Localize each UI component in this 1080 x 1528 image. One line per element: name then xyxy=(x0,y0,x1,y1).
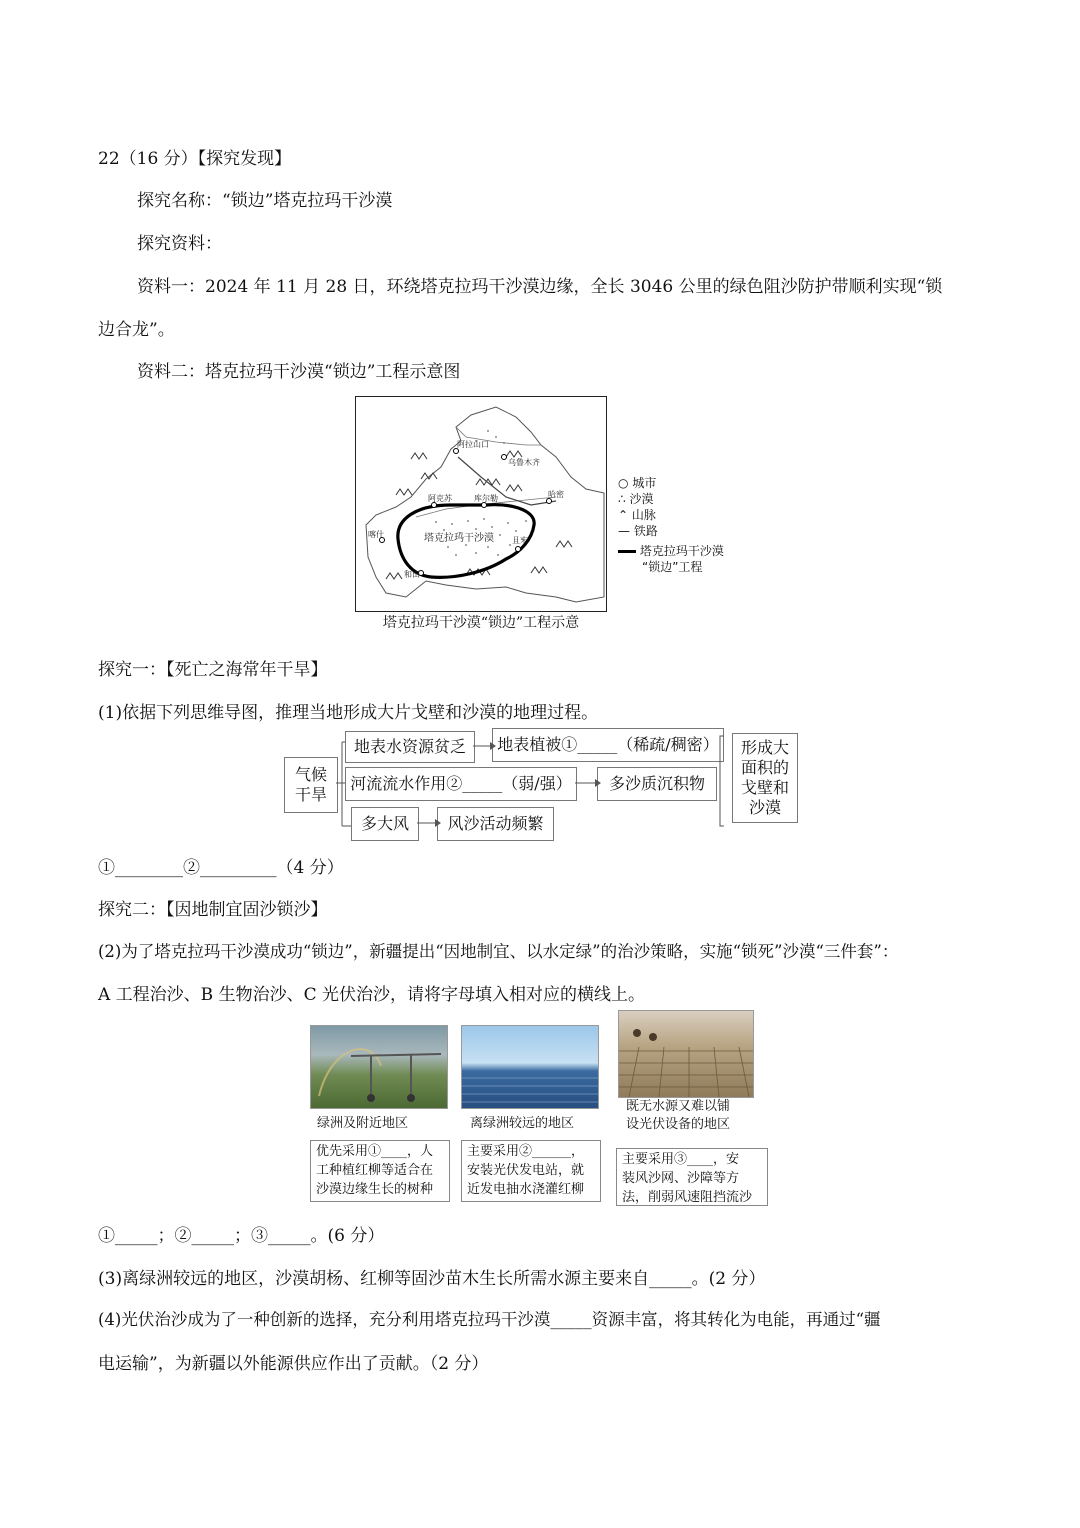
fc-row1-a-text: 地表水资源贫乏 xyxy=(353,737,466,756)
map-caption: 塔克拉玛干沙漠“锁边”工程示意 xyxy=(382,615,580,631)
legend-city-icon: ○ xyxy=(618,476,629,490)
legend-mountain-icon: ⌃ xyxy=(618,508,629,522)
panel-nowater-label xyxy=(626,1098,730,1134)
panel-nowater-line3: 法，削弱风速阻挡流沙 xyxy=(622,1189,753,1205)
photo-solar xyxy=(461,1025,599,1109)
fc-end-line2: 面积的 xyxy=(740,758,789,777)
material-two: 资料二：塔克拉玛干沙漠“锁边”工程示意图 xyxy=(137,362,461,382)
label-qiemo: 且末 xyxy=(512,536,528,545)
inquiry-two-title: 探究二：【因地制宜固沙锁沙】 xyxy=(98,900,328,920)
legend-project-line1: 塔克拉玛干沙漠 xyxy=(639,544,724,558)
panel-far-box xyxy=(461,1140,601,1202)
fc-end-line1: 形成大 xyxy=(740,738,789,757)
label-hotan: 和田 xyxy=(404,570,420,579)
panel-nowater-line2: 装风沙网、沙障等方 xyxy=(622,1170,740,1186)
panel-far-label: 离绿洲较远的地区 xyxy=(470,1116,575,1131)
panel-nowater-label-line2: 设光伏设备的地区 xyxy=(626,1117,731,1132)
fc-row2-a-text: 河流流水作用②_____（弱/强） xyxy=(350,774,572,793)
panel-nowater-label-line1: 既无水源又难以铺 xyxy=(626,1099,731,1114)
fc-start-line1: 气候 xyxy=(294,765,327,784)
legend-railway: 铁路 xyxy=(633,524,658,538)
legend-mountain: 山脉 xyxy=(631,508,656,522)
inquiry-one-title: 探究一：【死亡之海常年干旱】 xyxy=(98,660,328,680)
question-4-line1: (4)光伏治沙成为了一种创新的选择，充分利用塔克拉玛干沙漠_____资源丰富，将其转化为电能，再通过“疆 xyxy=(98,1310,881,1329)
solar-svg xyxy=(462,1026,598,1108)
question-2-line1: (2)为了塔克拉玛干沙漠成功“锁边”，新疆提出“因地制宜、以水定绿”的治沙策略，实施“锁死”沙漠“三件套”： xyxy=(98,942,899,961)
question-1: (1)依据下列思维导图，推理当地形成大片戈壁和沙漠的地理过程。 xyxy=(98,703,599,723)
panel-oasis-line3: 沙漠边缘生长的树种 xyxy=(316,1181,434,1197)
panel-oasis-label: 绿洲及附近地区 xyxy=(317,1116,409,1131)
question-2-line2: A 工程治沙、B 生物治沙、C 光伏治沙，请将字母填入相对应的横线上。 xyxy=(98,985,645,1005)
question-heading: 22（16 分）【探究发现】 xyxy=(98,149,292,169)
label-aksu: 阿克苏 xyxy=(428,494,452,503)
legend-project-line2: “锁边”工程 xyxy=(642,560,703,574)
label-alashankou: 阿拉山口 xyxy=(457,440,489,449)
panel-oasis-line2: 工种植红柳等适合在 xyxy=(316,1162,434,1178)
fc-end-line4: 沙漠 xyxy=(748,798,781,817)
photo-sand-barrier xyxy=(618,1010,754,1098)
material-one-line2: 边合龙”。 xyxy=(98,320,175,340)
legend-desert-icon: ∴ xyxy=(618,492,626,506)
fc-end-line3: 戈壁和 xyxy=(740,778,789,797)
fc-start-line2: 干旱 xyxy=(294,785,327,804)
fc-row3-b-text: 风沙活动频繁 xyxy=(447,814,544,833)
panel-far-line2: 安装光伏发电站，就 xyxy=(467,1162,585,1178)
inquiry-name: 探究名称：“锁边”塔克拉玛干沙漠 xyxy=(137,191,393,211)
panel-oasis-box xyxy=(310,1140,450,1202)
irrigation-svg xyxy=(311,1026,447,1108)
panel-far-line1: 主要采用②______， xyxy=(467,1144,585,1159)
panel-oasis-line1: 优先采用①____，人 xyxy=(316,1144,434,1159)
fc-row3-a-text: 多大风 xyxy=(360,814,409,833)
legend-desert: 沙漠 xyxy=(629,492,654,506)
panel-nowater-line1: 主要采用③____，安 xyxy=(622,1152,740,1167)
inquiry-material-label: 探究资料： xyxy=(137,234,222,254)
label-kashgar: 喀什 xyxy=(368,530,384,539)
panel-far-line3: 近发电抽水浇灌红柳 xyxy=(467,1181,585,1197)
label-urumqi: 乌鲁木齐 xyxy=(508,458,540,467)
fc-row2-b-text: 多沙质沉积物 xyxy=(608,774,705,793)
legend-city: 城市 xyxy=(632,476,657,490)
label-korla: 库尔勒 xyxy=(474,494,498,503)
legend-railway-icon: — xyxy=(618,524,630,538)
sand-barrier-svg xyxy=(619,1011,753,1097)
answer-line-1: ①________②_________（4 分） xyxy=(98,858,344,878)
photo-irrigation xyxy=(310,1025,448,1109)
question-3: (3)离绿洲较远的地区，沙漠胡杨、红柳等固沙苗木生长所需水源主要来自_____。(2 分） xyxy=(98,1269,766,1289)
material-one-line1: 资料一：2024 年 11 月 28 日，环绕塔克拉玛干沙漠边缘，全长 3046 公里的绿色阻沙防护带顺利实现“锁 xyxy=(137,277,943,297)
label-hami: 哈密 xyxy=(548,490,564,499)
fc-row1-b-text: 地表植被①_____（稀疏/稠密） xyxy=(497,735,719,754)
panel-nowater-box xyxy=(616,1148,768,1206)
label-desert: 塔克拉玛干沙漠 xyxy=(424,533,494,544)
question-4-line2: 电运输”，为新疆以外能源供应作出了贡献。（2 分） xyxy=(98,1354,489,1374)
answer-line-2: ①_____；②_____；③_____。(6 分） xyxy=(98,1226,385,1246)
